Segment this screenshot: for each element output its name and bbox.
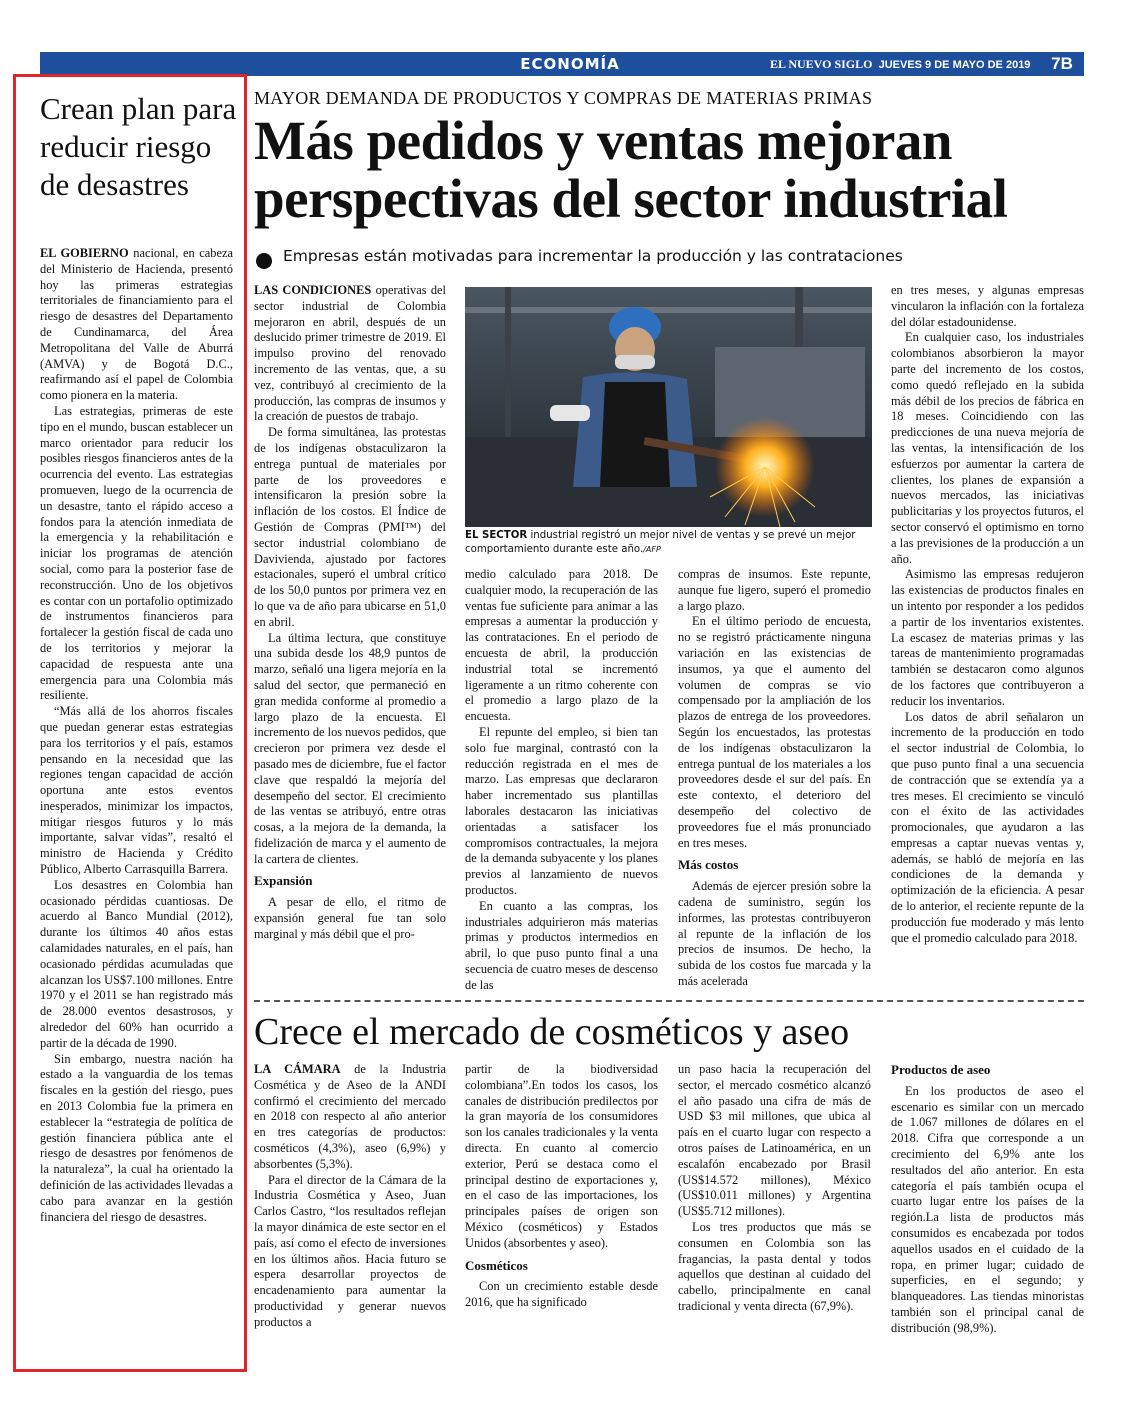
- side-story-body: [40, 246, 233, 1225]
- page-number: 7B: [1051, 54, 1073, 73]
- second-col-2: [465, 1062, 658, 1311]
- main-col-4: [891, 283, 1084, 946]
- main-subhead: Empresas están motivadas para incrementar la producción y las contrataciones: [283, 247, 903, 265]
- article-paragraph: En el último periodo de encuesta, no se registró prácticamente ninguna variación en las existencias de insumos, ya que el aumento del volumen de compras se vio compensado por la ampliación de los plazos de entrega de los proveedores. Según los encuestados, las protestas de los indígenas obstaculizaron la entrega puntual de los materiales a los proveedores desde el sur del país. En este contexto, el deterioro del desempeño del colectivo de proveedores fue el más pronunciado en tres meses.: [678, 614, 871, 850]
- article-paragraph: un paso hacia la recuperación del sector, el mercado cosmético alcanzó el año pasado una cifra de más de USD $3 mil millones, que ubica al país en el cuarto lugar con respecto a otros países de Latinoamérica, en un escalafón encabezado por Brasil (US$14.572 millones), México (US$10.011 millones) y Argentina (US$5.712 millones).: [678, 1062, 871, 1219]
- second-headline: Crece el mercado de cosméticos y aseo: [254, 1011, 850, 1053]
- lead-in: EL GOBIERNO: [40, 246, 129, 260]
- article-paragraph: A pesar de ello, el ritmo de expansión general fue tan solo marginal y más débil que el pro-: [254, 895, 446, 941]
- paper-name: EL NUEVO SIGLO: [770, 57, 873, 71]
- article-paragraph: en tres meses, y algunas empresas vincularon la inflación con la fortaleza del dólar estadounidense.: [891, 283, 1084, 329]
- side-story-title: Crean plan para reducir riesgo de desastres: [40, 91, 237, 202]
- photo-caption: EL SECTOR industrial registró un mejor nivel de ventas y se prevé un mejor comportamiento durante este año./AFP: [465, 530, 856, 555]
- second-col-4: [891, 1062, 1084, 1337]
- article-paragraph: Los datos de abril señalaron un incremento de la producción en todo el sector industrial de Colombia, lo que puso punto final a una secuencia de contracción que se extendía ya a tres meses. El crecimiento se vinculó con el éxito de las actividades promocionales, que ayudaron a las empresas a captar nuevas ventas y, además, se habló de mejoría en las condiciones de la demanda y optimización de la eficiencia. A pesar de lo anterior, el reciente repunte de la producción fue moderado y más lento que el promedio calculado para 2018.: [891, 709, 1084, 945]
- article-paragraph: LA CÁMARA de la Industria Cosmética y de Aseo de la ANDI confirmó el crecimiento del mercado en 2018 con respecto al año anterior en tres categorías de productos: cosméticos (4,3%), aseo (6,9%) y absorbentes (5,3%).: [254, 1062, 447, 1171]
- main-col-3: [678, 567, 871, 990]
- main-col-1: [254, 283, 446, 943]
- section-name: ECONOMÍA: [520, 55, 620, 73]
- article-paragraph: La última lectura, que constituye una subida desde los 48,9 puntos de marzo, señaló una ligera mejoría en la salud del sector, que permaneció en gran medida conforme al promedio a largo plazo de la encuesta. El incremento de los nuevos pedidos, que crecieron por primera vez desde el pasado mes de diciembre, fue el factor clave que respaldó la mejoría del desempeño del sector. El crecimiento de las ventas se atribuyó, entre otras cosas, a la mejora de la demanda, la fidelización de marca y el aumento de la cartera de clientes.: [254, 630, 447, 866]
- masthead-date: [770, 52, 1040, 76]
- photo-credit: /AFP: [643, 545, 661, 554]
- article-paragraph: En cuanto a las compras, los industriales adquirieron más materias primas y productos intermedios en abril, lo que puso punto final a una secuencia de cuatro meses de descenso de las: [465, 898, 658, 992]
- kicker: MAYOR DEMANDA DE PRODUCTOS Y COMPRAS DE MATERIAS PRIMAS: [254, 88, 873, 108]
- main-col-2: [465, 567, 658, 994]
- second-col-3: [678, 1062, 871, 1315]
- article-paragraph: En los productos de aseo el escenario es similar con un mercado de 1.067 millones de dólares en el 2018. Cifra que corresponde a un crecimiento del 6,9% ante los resultados del año anterior. En esta categoría el país también ocupa el cuarto lugar entre los países de la región.La lista de productos más consumidos es encabezada por todos aquellos usados en el cuidado de la ropa, en primer lugar; cuidado de superficies, en el segundo; y blanqueadores. Las tiendas minoristas también son el principal canal de distribución (98,9%).: [891, 1083, 1084, 1335]
- article-paragraph: medio calculado para 2018. De cualquier modo, la recuperación de las ventas fue suficiente para animar a las empresas a aumentar la producción y las contrataciones. En el periodo de encuesta de abril, la producción industrial total se incrementó ligeramente a un ritmo coherente con el promedio a largo plazo de la encuesta.: [465, 567, 658, 724]
- caption-lead: EL SECTOR: [465, 530, 528, 541]
- article-paragraph: El repunte del empleo, si bien tan solo fue marginal, contrastó con la reducción registrada en el mes de marzo. Las empresas que declararon haber incrementado sus plantillas laborales destacaron las iniciativas orientadas a satisfacer los compromisos contractuales, la mejora de la demanda subyacente y los planes previos al lanzamiento de nuevos productos.: [465, 724, 658, 897]
- article-paragraph: Asimismo las empresas redujeron las existencias de productos finales en un intento por responder a los pedidos a partir de los inventarios existentes. La escasez de materias primas y las tareas de mantenimiento programadas también se destacaron como algunos de los factores que contribuyeron a reducir los inventarios.: [891, 567, 1084, 708]
- article-paragraph: Las estrategias, primeras de este tipo en el mundo, buscan establecer un marco orientador para reducir los posibles riesgos financieros antes de la ocurrencia del evento. Las estrategias promueven, luego de la ocurrencia de un desastre, tanto el rápido acceso a fondos para la atención inmediata de la emergencia y la rehabilitación e iniciar los programas de atención social, como para la posterior fase de reconstrucción. Uno de los objetivos es contar con un portafolio optimizado de instrumentos financieros para fortalecer la gestión fiscal de cada uno de los territorios y mejorar la capacidad de respuesta ante una emergencia para una Colombia más resiliente.: [40, 403, 233, 703]
- story-divider: [254, 1000, 1084, 1002]
- main-headline: Más pedidos y ventas mejoran perspectivas del sector industrial: [254, 110, 1008, 229]
- crosshead: Expansión: [254, 873, 313, 889]
- article-paragraph: EL GOBIERNO nacional, en cabeza del Ministerio de Hacienda, presentó hoy las primeras estrategias territoriales de financiamiento para el riesgo de desastres del Departamento de Cundinamarca, del Área Metropolitana del Valle de Aburrá (AMVA) y de Bogotá D.C., reafirmando así el papel de Colombia como pionera en la materia.: [40, 246, 233, 403]
- article-paragraph: Los tres productos que más se consumen en Colombia son las fragancias, la pasta dental y todos aquellos que destinan al cuidado del cabello, principalmente en canal tradicional y venta directa (67,9%).: [678, 1219, 871, 1313]
- article-paragraph: Con un crecimiento estable desde 2016, que ha significado: [465, 1279, 658, 1310]
- crosshead: Cosméticos: [465, 1257, 528, 1273]
- article-paragraph: Los desastres en Colombia han ocasionado pérdidas cuantiosas. De acuerdo al Banco Mundial (2012), durante los últimos 40 años estas calamidades naturales, en el país, han ocasionado pérdidas acumuladas que alcanzan los US$7.100 millones. Entre 1970 y el 2011 se han registrado más de 28.000 eventos desastrosos, y alrededor del 60% han ocurrido a partir de la década de 1990.: [40, 877, 233, 1050]
- crosshead: Más costos: [678, 857, 739, 873]
- article-paragraph: Para el director de la Cámara de la Industria Cosmética y Aseo, Juan Carlos Castro, “los resultados reflejan la mayor dinámica de este sector en el país, así como el efecto de inversiones en los últimos años. Hacia futuro se espera desarrollar proyectos de encadenamiento para aumentar la productividad y generar nuevos productos a: [254, 1172, 446, 1329]
- article-paragraph: “Más allá de los ahorros fiscales que puedan generar estas estrategias para los territorios y el país, estamos pensando en la necesidad que las regiones tengan capacidad de acción oportuna ante estos eventos inesperados, minimizar los impactos, mitigar riesgos futuros y lo más importante, salvar vidas”, resaltó el ministro de Hacienda y Crédito Público, Alberto Carrasquilla Barrera.: [40, 704, 233, 877]
- bullet-icon: [256, 253, 272, 269]
- second-col-1: [254, 1062, 446, 1331]
- article-paragraph: LAS CONDICIONES operativas del sector industrial de Colombia mejoraron en abril, después de un deslucido primer trimestre de 2019. El impulso provino del renovado incremento de las ventas, que, a su vez, contribuyó al crecimiento de la producción, las compras de insumos y la creación de puestos de trabajo.: [254, 283, 446, 424]
- article-paragraph: partir de la biodiversidad colombiana”.En todos los casos, los canales de distribución predilectos por la gran mayoría de los consumidores son los canales tradicionales y la venta directa. En cuanto al comercio exterior, Perú se destaca como el principal destino de exportaciones y, en el caso de las importaciones, los principales países de origen son México (cosméticos) y Estados Unidos (absorbentes y aseo).: [465, 1062, 658, 1250]
- article-paragraph: compras de insumos. Este repunte, aunque fue ligero, superó el promedio a largo plazo.: [678, 567, 871, 613]
- article-paragraph: Sin embargo, nuestra nación ha estado a la vanguardia de los temas fiscales en la gestión del riesgo, pues en 2013 Colombia fue la primera en establecer la “estrategia de política de gestión financiera pública ante el riesgo de desastres por fenómenos de la naturaleza”, la cual ha orientado la definición de las actividades llevadas a cabo para avanzar en la gestión financiera del riesgo de desastres.: [40, 1051, 234, 1224]
- crosshead: Productos de aseo: [891, 1062, 991, 1077]
- lead-in: LA CÁMARA: [254, 1062, 341, 1076]
- article-paragraph: Además de ejercer presión sobre la cadena de suministro, según los informes, las protestas contribuyeron al repunte de la inflación de los precios de insumos. De hecho, la subida de los costos fue marcada y la más acelerada: [678, 879, 871, 988]
- article-paragraph: De forma simultánea, las protestas de los indígenas obstaculizaron la entrega puntual de materiales por parte de los proveedores e intensificaron la presión sobre la inflación de los costos. El Índice de Gestión de Compras (PMI™) del sector industrial colombiano de Davivienda, ajustado por factores estacionales, superó el umbral crítico de los 50,0 puntos por primera vez en lo que va de año para ubicarse en 51,0 en abril.: [254, 425, 446, 629]
- lead-in: LAS CONDICIONES: [254, 283, 372, 297]
- factory-worker-photo: [465, 287, 872, 527]
- article-paragraph: En cualquier caso, los industriales colombianos absorbieron la mayor parte del incremento de los costos, como quedó reflejado en la subida más débil de los precios de fábrica en 18 meses. Coincidiendo con las predicciones de una nueva mejoría de las ventas, la intensificación de los esfuerzos por aumentar la cartera de clientes, los planes de expansión a nuevos mercados, las iniciativas publicitarias y los proyectos futuros, el sector conservó el optimismo en torno a las previsiones de la producción a un año.: [891, 330, 1084, 566]
- issue-date: JUEVES 9 DE MAYO DE 2019: [878, 59, 1031, 71]
